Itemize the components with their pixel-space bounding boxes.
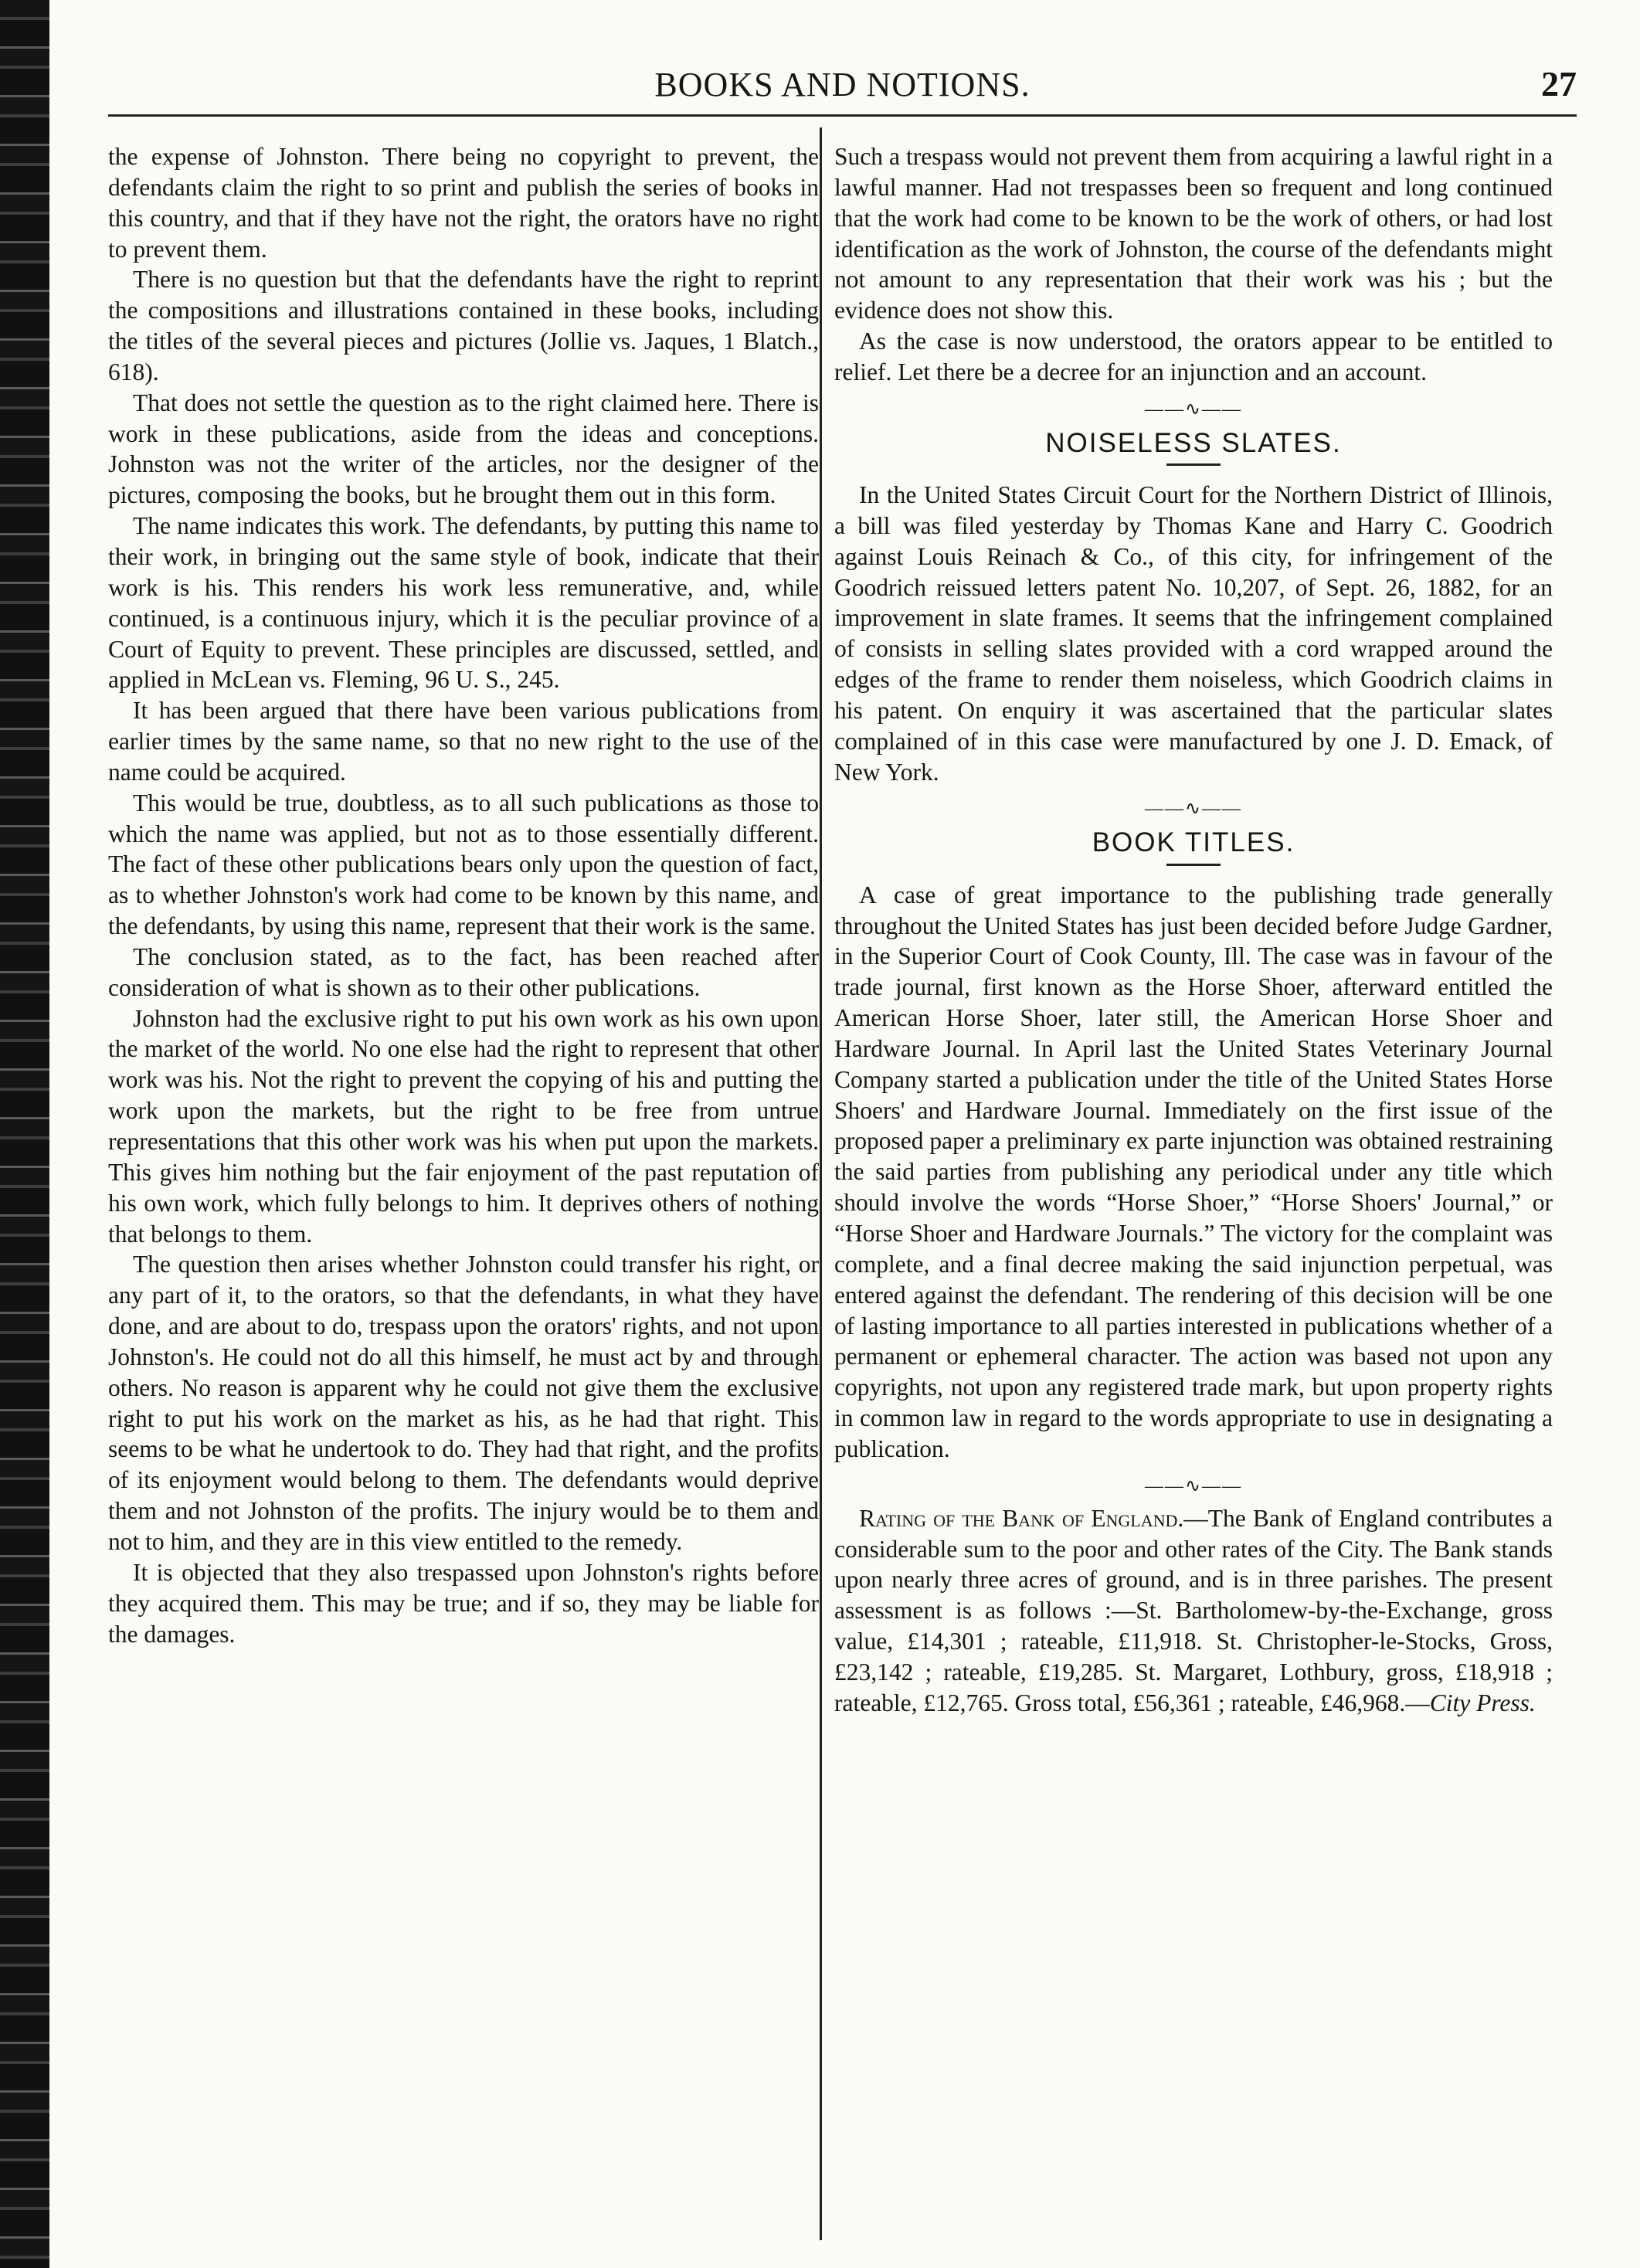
- section-ornament: ——∿——: [1144, 1475, 1243, 1496]
- column-divider: [820, 127, 822, 2240]
- paragraph: Johnston had the exclusive right to put his own work as his own upon the market of the world. No one else had the right to represent that other work was his. Not the right to prevent the copying of his and putting the work upon the markets, but the right to be free from untrue representations that this other work was his when put upon the markets. This gives him nothing but the fair enjoyment of the past reputation of his own work, which fully belongs to him. It deprives others of nothing that belongs to them.: [108, 1004, 819, 1248]
- title-rule: [1166, 864, 1221, 866]
- section-title-book-titles: BOOK TITLES.: [1092, 827, 1295, 858]
- paragraph: This would be true, doubtless, as to all such publications as those to which the name was applied, but not as to those essentially different. The fact of these other publications bears only upon the question of fact, as to whether Johnston's work had come to be known by this name, and the defendants, by using this name, represent that their work is the same.: [108, 789, 819, 940]
- page-number: 27: [1541, 64, 1577, 104]
- scan-edge: [0, 0, 49, 2268]
- paragraph-rating-bank: [834, 1503, 1553, 1719]
- paragraph: A case of great importance to the publishing trade generally throughout the United States has just been decided before Judge Gardner, in the Superior Court of Cook County, Ill. The case was in favour of the trade journal, first known as the Horse Shoer, afterward entitled the American Horse Shoer, later still, the American Horse Shoer and Hardware Journal. In April last the United States Veterinary Journal Company started a publication under the title of the United States Horse Shoers' and Hardware Journal. Immediately on the first issue of the proposed paper a preliminary ex parte injunction was obtained restraining the said parties from publishing any periodical under any title which should involve the words “Horse Shoer,” “Horse Shoers' Journal,” or “Horse Shoer and Hardware Journals.” The victory for the complaint was complete, and a final decree making the said injunction perpetual, was entered against the defendant. The rendering of this decision will be one of lasting importance to all parties interested in publications whether of a permanent or ephemeral character. The action was based not upon any copyrights, not upon any registered trade mark, but upon property rights in common law in regard to the words appropriate to use in designating a publication.: [834, 881, 1553, 1462]
- run-in-heading: Rating of the Bank of England.: [859, 1504, 1184, 1532]
- paragraph-text: —The Bank of England contributes a considerable sum to the poor and other rates of the City. The Bank stands upon nearly three acres of ground, and is in three parishes. The present assessment is as follows :—St. Bartholomew-by-the-Exchange, gross value, £14,301 ; rateable, £11,918. St. Christopher-le-Stocks, Gross, £23,142 ; rateable, £19,285. St. Margaret, Lothbury, gross, £18,918 ; rateable, £12,765. Gross total, £56,361 ; rateable, £46,968.—: [834, 1504, 1553, 1716]
- title-rule: [1166, 463, 1221, 466]
- left-column: [108, 141, 819, 1649]
- paragraph: It has been argued that there have been various publications from earlier times by the same name, so that no new right to the use of the name could be acquired.: [108, 697, 819, 786]
- paragraph: In the United States Circuit Court for the Northern District of Illinois, a bill was filed yesterday by Thomas Kane and Harry C. Goodrich against Louis Reinach & Co., of this city, for infringement of the Goodrich reissued letters patent No. 10,207, of Sept. 26, 1882, for an improvement in slate frames. It seems that the infringement complained of consists in selling slates provided with a cord wrapped around the edges of the frame to render them noiseless, which Goodrich claims in his patent. On enquiry it was ascertained that the particular slates complained of in this case were manufactured by one J. D. Emack, of New York.: [834, 481, 1553, 786]
- paragraph: There is no question but that the defendants have the right to reprint the compositions and illustrations contained in these books, including the titles of the several pieces and pictures (Jollie vs. Jaques, 1 Blatch., 618).: [108, 266, 819, 385]
- section-ornament: ——∿——: [1144, 399, 1243, 419]
- source-citation: City Press.: [1429, 1689, 1536, 1716]
- paragraph: Such a trespass would not prevent them from acquiring a lawful right in a lawful manner. Had not trespasses been so frequent and long continued that the work had come to be known to be the work of others, or had lost identification as the work of Johnston, the course of the defendants might not amount to any representation that their work was his ; but the evidence does not show this.: [834, 143, 1553, 324]
- paragraph: It is objected that they also trespassed upon Johnston's rights before they acquired them. This may be true; and if so, they may be liable for the damages.: [108, 1558, 819, 1648]
- paragraph: As the case is now understood, the orators appear to be entitled to relief. Let there be a decree for an injunction and an account.: [834, 328, 1553, 385]
- paragraph: That does not settle the question as to the right claimed here. There is work in these publications, aside from the ideas and conceptions. Johnston was not the writer of the articles, nor the designer of the pictures, composing the books, but he brought them out in this form.: [108, 389, 819, 509]
- section-ornament: ——∿——: [1144, 799, 1243, 820]
- section-title-noiseless-slates: NOISELESS SLATES.: [1045, 427, 1342, 458]
- right-column: [834, 141, 1553, 1719]
- running-head: BOOKS AND NOTIONS.: [654, 66, 1031, 104]
- paragraph: the expense of Johnston. There being no copyright to prevent, the defendants claim the right to so print and publish the series of books in this country, and that if they have not the right, the orators have no right to prevent them.: [108, 143, 819, 263]
- paragraph: The name indicates this work. The defendants, by putting this name to their work, in bringing out the same style of book, indicate that their work is his. This renders his work less remunerative, and, while continued, is a continuous injury, which it is the peculiar province of a Court of Equity to prevent. These principles are discussed, settled, and applied in McLean vs. Fleming, 96 U. S., 245.: [108, 512, 819, 694]
- paragraph: The question then arises whether Johnston could transfer his right, or any part of it, to the orators, so that the defendants, in what they have done, and are about to do, trespass upon the orators' rights, and not upon Johnston's. He could not do all this himself, he must act by and through others. No reason is apparent why he could not give them the exclusive right to put his work on the market as his, as he had that right. This seems to be what he undertook to do. They had that right, and the profits of its enjoyment would belong to them. The defendants would deprive them and not Johnston of the profits. The injury would be to them and not to him, and they are in this view entitled to the remedy.: [108, 1251, 819, 1555]
- paragraph: The conclusion stated, as to the fact, has been reached after consideration of what is shown as to their other publications.: [108, 942, 819, 1001]
- page-header: [108, 60, 1577, 117]
